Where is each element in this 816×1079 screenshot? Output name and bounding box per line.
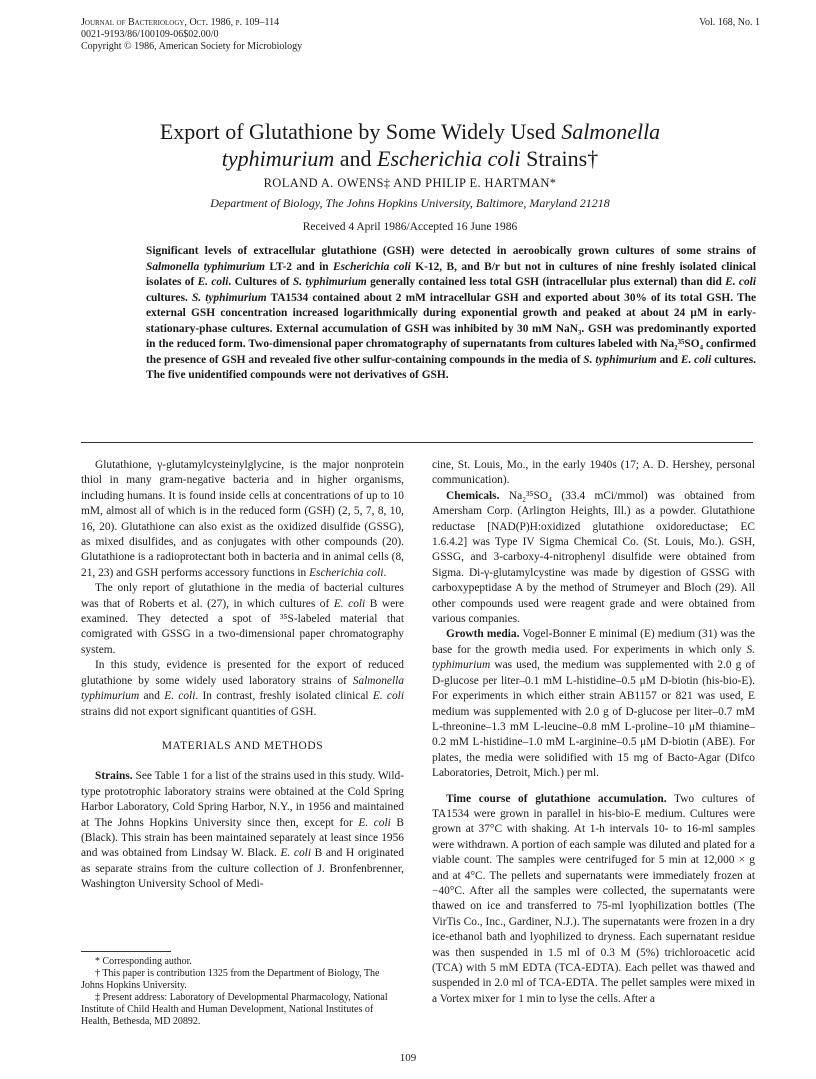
author-list: ROLAND A. OWENS‡ AND PHILIP E. HARTMAN* [263, 176, 557, 190]
section-heading: MATERIALS AND METHODS [161, 739, 324, 752]
received-dates: Received 4 April 1986/Accepted 16 June 1986 [302, 221, 518, 233]
title-italic: typhimurium [221, 146, 335, 171]
footnote: ‡ Present address: Laboratory of Developmental Pharmacology, National Institute of Child Health and Human Development, National Institutes of Health, Bethesda, MD 20892. [81, 992, 388, 1027]
footnotes [81, 956, 404, 1028]
growth-media-paragraph: Growth media. Vogel-Bonner E minimal (E) medium (31) was the base for the growth media used. For experiments in which only S. typhimurium was used, the medium was supplemented with 2.0 g of D-glucose per liter–0.1 mM L-histidine–0.5 μM D-biotin (his-bio-E). For experiments in which either strain AB1157 or 821 was used, E medium was supplemented with 2.0 g of D-glucose per liter–0.7 mM L-threonine–1.3 mM L-leucine–0.8 mM L-proline–10 μM thiamine–0.2 mM L-histidine–1.0 mM L-arginine–0.5 μM D-biotin (ABE). For plates, the media were solidified with 15 mg of Bacto-Agar (Difco Laboratories, Detroit, Mich.) per ml. [432, 628, 755, 780]
page-number: 109 [399, 1052, 417, 1064]
footnote: † This paper is contribution 1325 from the Department of Biology, The Johns Hopkins University. [81, 968, 380, 991]
left-column [81, 458, 404, 893]
footnote: * Corresponding author. [95, 956, 192, 967]
chemicals-paragraph: Chemicals. Na₂³⁵SO₄ (33.4 mCi/mmol) was obtained from Amersham Corp. (Arlington Heights, Ill.) as a powder. Glutathione reductase [NAD(P)H:oxidized glutathione oxidoreductase; EC 1.6.4.2] was Type IV Sigma Chemical Co. (St. Louis, Mo.). GSH, GSSG, and 3-carboxy-4-nitrophenyl disulfide were obtained from Sigma. Di-γ-glutamylcystine was made by digestion of GSSG with carboxypeptidase A by the method of Strumeyer and Bloch (29). All other compounds used were reagent grade and were obtained from various companies. [432, 489, 755, 626]
article-title [60, 118, 760, 172]
intro-paragraph: Glutathione, γ-glutamylcysteinylglycine, is the major nonprotein thiol in many gram-negative bacteria and in higher organisms, including humans. It is found inside cells at concentrations of up to 10 mM, almost all of which is in the reduced form (GSH) (2, 5, 7, 8, 10, 16, 20). Glutathione can also exist as the oxidized disulfide (GSSG), as mixed disulfides, and as conjugates with other compounds (20). Glutathione is a radioprotectant both in bacteria and in animal cells (8, 21, 23) and GSH performs accessory functions in Escherichia coli. [81, 459, 404, 579]
title-text: Export of Glutathione by Some Widely Used [159, 119, 562, 144]
journal-citation: Journal of Bacteriology, Oct. 1986, p. 109–114 [81, 17, 280, 28]
time-course-paragraph: Time course of glutathione accumulation. Two cultures of TA1534 were grown in parallel in his-bio-E medium. Cultures were grown at 37°C with shaking. At 1-h intervals 10- to 16-ml samples were withdrawn. A portion of each sample was diluted and plated for a viable count. The samples were centrifuged for 5 min at 12,000 × g and at 4°C. The pellets and supernatants were immediately frozen at −40°C. After all the samples were collected, the supernatants were thawed on ice and transferred to 75-ml lyophilization bottles (The VirTis Co., Inc., Gardiner, N.J.). The supernatants were frozen in a dry ice-ethanol bath and lyophilized to dryness. Each supernatant residue was then suspended in 1.5 ml of 0.3 M (5%) trichloroacetic acid (TCA) with 5 mM EDTA (TCA-EDTA). Each pellet was thawed and suspended in 2.0 ml of TCA-EDTA. The pellet samples were mixed in a Vortex mixer for 1 min to lyse the cells. After a [432, 792, 755, 1005]
title-text: and [334, 146, 377, 171]
title-italic: Escherichia coli [377, 146, 521, 171]
issn-code: 0021-9193/86/100109-06$02.00/0 [81, 29, 219, 40]
strains-paragraph: Strains. See Table 1 for a list of the strains used in this study. Wild-type prototrophic laboratory strains were obtained at the Cold Spring Harbor Laboratory, Cold Spring Harbor, N.Y., in 1956 and maintained at The Johns Hopkins University since then, except for E. coli B (Black). This strain has been maintained separately at least since 1956 and was obtained from Lindsay W. Black. E. coli B and H originated as separate strains from the culture collection of J. Bronfenbrenner, Washington University School of Medi- [81, 770, 405, 891]
volume-label: Vol. 168, No. 1 [699, 17, 760, 28]
footnote-divider [81, 951, 171, 952]
title-text: Strains† [520, 146, 599, 171]
affiliation: Department of Biology, The Johns Hopkins University, Baltimore, Maryland 21218 [210, 196, 610, 210]
abstract: Significant levels of extracellular glutathione (GSH) were detected in aeroobically grown cultures of some strains of Salmonella typhimurium LT-2 and in Escherichia coli K-12, B, and B/r but not in cultures of nine freshly isolated clinical isolates of E. coli. Cultures of S. typhimurium generally contained less total GSH (intracellular plus external) than did E. coli cultures. S. typhimurium TA1534 contained about 2 mM intracellular GSH and exported about 30% of its total GSH. The external GSH concentration increased logarithmically during exponential growth and peaked at about 24 μM in early-stationary-phase cultures. External accumulation of GSH was inhibited by 30 mM NaN₃. GSH was predominantly exported in the reduced form. Two-dimensional paper chromatography of supernatants from cultures labeled with Na₂³⁵SO₄ confirmed the presence of GSH and revealed five other sulfur-containing compounds in the media of S. typhimurium and E. coli cultures. The five unidentified compounds were not derivatives of GSH. [146, 245, 757, 381]
continued-paragraph: cine, St. Louis, Mo., in the early 1940s (17; A. D. Hershey, personal communication). [432, 459, 755, 487]
abstract-divider [81, 442, 753, 443]
title-italic: Salmonella [561, 119, 661, 144]
intro-paragraph: The only report of glutathione in the media of bacterial cultures was that of Roberts et al. (27), in which cultures of E. coli B were examined. They detected a spot of ³⁵S-labeled material that comigrated with GSSG in a two-dimensional paper chromatography system. [81, 582, 405, 656]
running-header [81, 17, 481, 53]
intro-paragraph: In this study, evidence is presented for the export of reduced glutathione by some widely used laboratory strains of Salmonella typhimurium and E. coli. In contrast, freshly isolated clinical E. coli strains did not export significant quantities of GSH. [81, 659, 405, 718]
right-column [432, 458, 755, 1007]
copyright-line: Copyright © 1986, American Society for Microbiology [81, 41, 303, 52]
